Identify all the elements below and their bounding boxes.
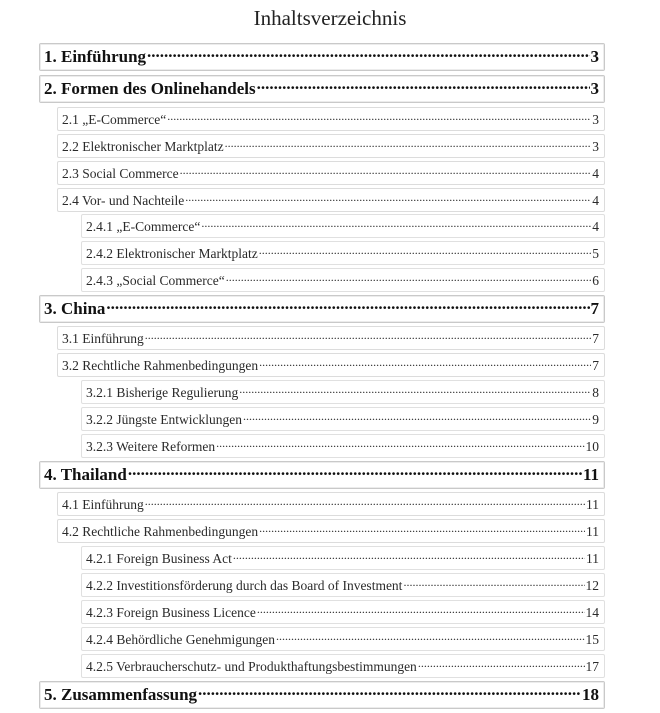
toc-dot-leader <box>106 297 589 314</box>
toc-entry-label: 4.2.1 Foreign Business Act <box>86 550 232 566</box>
toc-dot-leader <box>257 77 590 94</box>
toc-entry-page: 11 <box>586 550 599 566</box>
toc-entry-page: 14 <box>585 604 599 620</box>
toc-entry[interactable] <box>62 329 599 347</box>
toc-entry-page: 12 <box>585 577 599 593</box>
toc-entry-page: 4 <box>592 218 599 234</box>
toc-entry-label: 4.2 Rechtliche Rahmenbedingungen <box>62 523 259 539</box>
toc-entry[interactable] <box>62 495 599 513</box>
toc-entry[interactable] <box>62 110 599 128</box>
toc-dot-leader <box>259 522 585 536</box>
toc-entry[interactable] <box>62 356 599 374</box>
toc-entry-page: 17 <box>585 658 599 674</box>
toc-dot-leader <box>180 164 592 178</box>
toc-entry[interactable] <box>44 683 599 705</box>
toc-entry-label: 4.2.4 Behördliche Genehmigungen <box>86 631 275 647</box>
toc-entry-page: 11 <box>582 465 599 484</box>
toc-entry-label: 5. Zusammenfassung <box>44 685 198 704</box>
toc-entry-label: 2.4.1 „E-Commerce“ <box>86 218 201 234</box>
toc-dot-leader <box>145 329 592 343</box>
toc-entry-label: 3.2.3 Weitere Reformen <box>86 438 216 454</box>
toc-entry-page: 9 <box>592 411 599 427</box>
toc-entry-page: 7 <box>592 330 599 346</box>
toc-dot-leader <box>147 45 589 62</box>
toc-entry-label: 3.2 Rechtliche Rahmenbedingungen <box>62 357 259 373</box>
toc-entry[interactable] <box>44 463 599 485</box>
toc-entry-label: 4.1 Einführung <box>62 496 144 512</box>
toc-entry-label: 4.2.2 Investitionsförderung durch das Board of Investment <box>86 577 403 593</box>
toc-entry[interactable] <box>86 383 599 401</box>
toc-entry-page: 5 <box>592 245 599 261</box>
toc-entry[interactable] <box>44 77 599 99</box>
toc-dot-leader <box>243 410 591 424</box>
toc-entry[interactable] <box>44 45 599 67</box>
toc-dot-leader <box>201 217 591 231</box>
toc-dot-leader <box>198 683 581 700</box>
toc-dot-leader <box>216 437 584 451</box>
toc-dot-leader <box>403 576 584 590</box>
toc-entry[interactable] <box>86 217 599 235</box>
toc-title: Inhaltsverzeichnis <box>253 6 407 30</box>
toc-dot-leader <box>276 630 585 644</box>
toc-dot-leader <box>259 356 591 370</box>
toc-entry[interactable] <box>44 297 599 319</box>
toc-entry-label: 3.2.1 Bisherige Regulierung <box>86 384 239 400</box>
toc-entry-label: 4. Thailand <box>44 465 127 484</box>
toc-entry-page: 6 <box>592 272 599 288</box>
toc-entry-label: 3.2.2 Jüngste Entwicklungen <box>86 411 242 427</box>
toc-entry-page: 3 <box>590 79 599 98</box>
toc-entry-page: 3 <box>590 47 599 66</box>
toc-entry-label: 4.2.5 Verbraucherschutz- und Produkthaftungsbestimmungen <box>86 658 417 674</box>
toc-entry-label: 2.3 Social Commerce <box>62 165 179 181</box>
toc-entry[interactable] <box>86 603 599 621</box>
toc-entry[interactable] <box>62 137 599 155</box>
toc-entry-page: 18 <box>582 685 599 704</box>
toc-entry-label: 2. Formen des Onlinehandels <box>44 79 256 98</box>
toc-entry-page: 4 <box>592 165 599 181</box>
toc-entry-page: 15 <box>585 631 599 647</box>
toc-entry[interactable] <box>86 410 599 428</box>
toc-entry-page: 7 <box>590 299 599 318</box>
toc-entry[interactable] <box>86 576 599 594</box>
toc-dot-leader <box>239 383 591 397</box>
toc-dot-leader <box>418 657 585 671</box>
toc-dot-leader <box>128 463 582 480</box>
toc-dot-leader <box>145 495 585 509</box>
toc-dot-leader <box>257 603 585 617</box>
toc-dot-leader <box>226 271 592 285</box>
toc-entry[interactable] <box>86 437 599 455</box>
toc-entry[interactable] <box>86 630 599 648</box>
toc-entry-page: 3 <box>592 138 599 154</box>
toc-dot-leader <box>259 244 592 258</box>
toc-entry-label: 4.2.3 Foreign Business Licence <box>86 604 256 620</box>
toc-entry[interactable] <box>86 549 599 567</box>
toc-entry-label: 2.4 Vor- und Nachteile <box>62 192 185 208</box>
toc-entry-label: 3.1 Einführung <box>62 330 144 346</box>
toc-entry[interactable] <box>86 271 599 289</box>
toc-entry[interactable] <box>62 522 599 540</box>
toc-entry-page: 11 <box>586 523 599 539</box>
toc-entry-label: 2.4.2 Elektronischer Marktplatz <box>86 245 258 261</box>
toc-entry-page: 8 <box>592 384 599 400</box>
toc-entry[interactable] <box>62 164 599 182</box>
toc-entry-page: 7 <box>592 357 599 373</box>
toc-entry[interactable] <box>86 657 599 675</box>
toc-entry-label: 2.1 „E-Commerce“ <box>62 111 167 127</box>
toc-entry-page: 10 <box>585 438 599 454</box>
toc-dot-leader <box>225 137 592 151</box>
toc-entry-label: 2.2 Elektronischer Marktplatz <box>62 138 224 154</box>
toc-entry[interactable] <box>62 191 599 209</box>
toc-entry-page: 11 <box>586 496 599 512</box>
toc-entry-page: 4 <box>592 192 599 208</box>
toc-dot-leader <box>185 191 591 205</box>
toc-entry-label: 1. Einführung <box>44 47 147 66</box>
toc-entry-label: 3. China <box>44 299 106 318</box>
toc-entry-label: 2.4.3 „Social Commerce“ <box>86 272 225 288</box>
toc-dot-leader <box>167 110 591 124</box>
toc-entry-page: 3 <box>592 111 599 127</box>
toc-entry[interactable] <box>86 244 599 262</box>
toc-dot-leader <box>233 549 585 563</box>
